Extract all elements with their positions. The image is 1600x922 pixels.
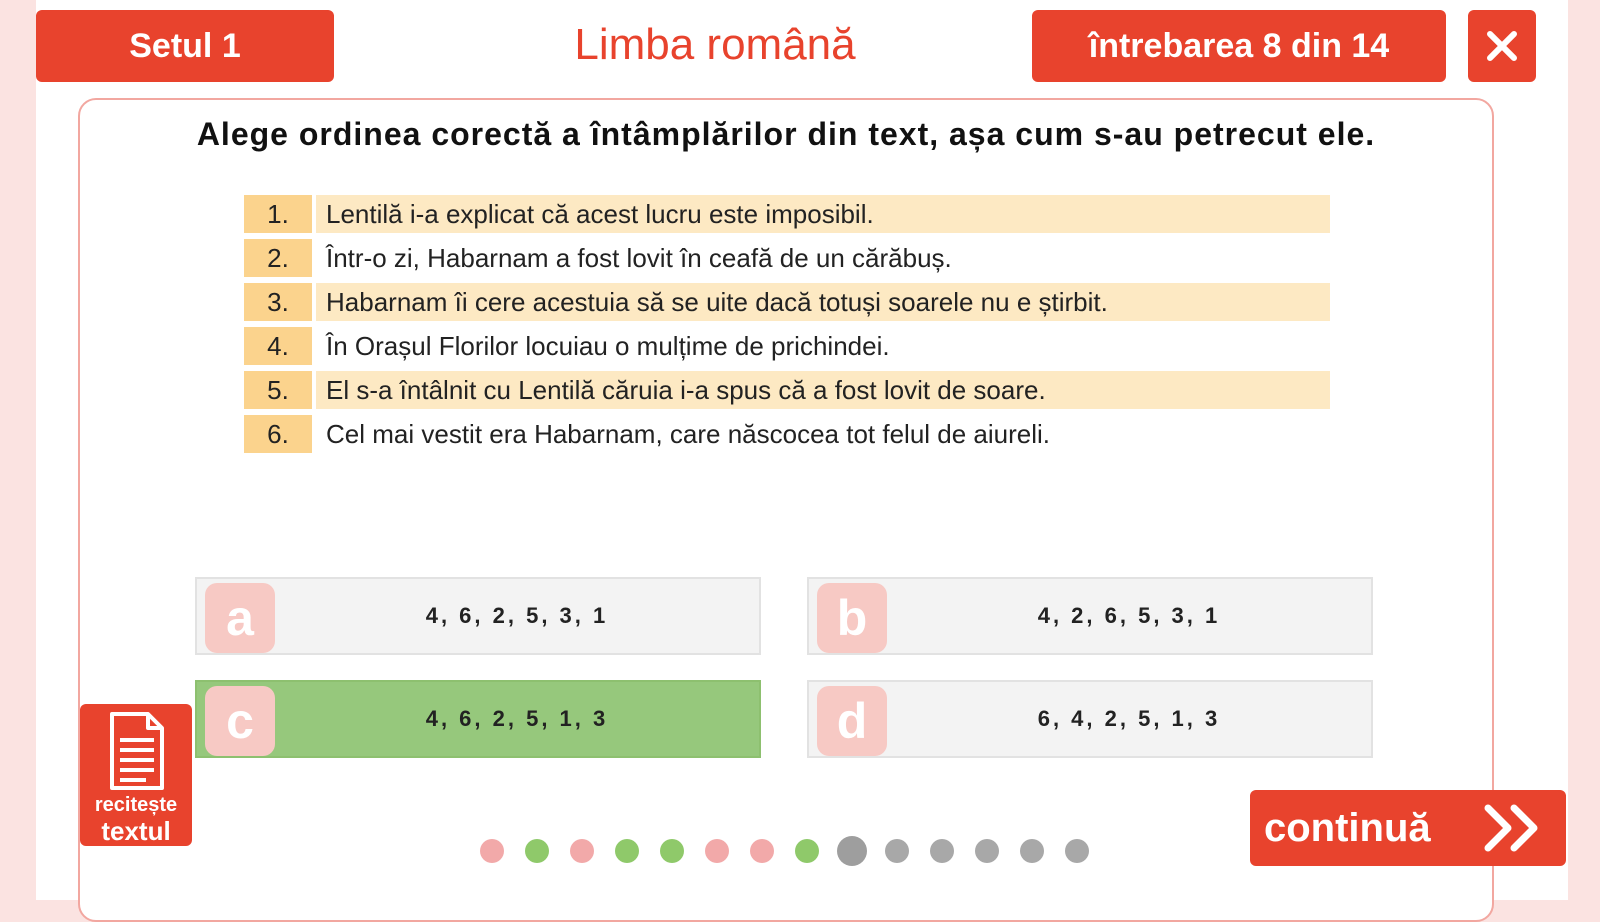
answer-letter: d	[817, 686, 887, 756]
events-list	[244, 194, 1330, 458]
set-badge	[36, 10, 334, 82]
event-number: 5.	[244, 371, 312, 409]
answer-value: 4, 6, 2, 5, 3, 1	[425, 603, 609, 628]
progress-dot	[1065, 839, 1089, 863]
event-item	[244, 238, 1330, 278]
double-chevron-right-icon	[1482, 802, 1544, 854]
reread-label-1: recitește	[94, 794, 178, 816]
set-label: Setul 1	[129, 26, 241, 65]
answer-value: 4, 2, 6, 5, 3, 1	[1037, 603, 1221, 628]
answer-value: 4, 6, 2, 5, 1, 3	[425, 706, 609, 731]
progress-dot	[1020, 839, 1044, 863]
progress-dot	[930, 839, 954, 863]
progress-dot	[975, 839, 999, 863]
progress-dot	[570, 839, 594, 863]
answer-option-c[interactable]	[195, 680, 761, 758]
answer-letter: a	[205, 583, 275, 653]
progress-dot	[837, 836, 867, 866]
continue-button[interactable]	[1250, 790, 1566, 866]
reread-text-button[interactable]	[80, 704, 192, 846]
answer-letter: b	[817, 583, 887, 653]
event-text: Habarnam îi cere acestuia să se uite dacă totuși soarele nu e știrbit.	[326, 286, 1108, 317]
answer-option-b[interactable]	[807, 577, 1373, 655]
event-number: 1.	[244, 195, 312, 233]
answer-value: 6, 4, 2, 5, 1, 3	[1037, 706, 1221, 731]
progress-dot	[615, 839, 639, 863]
event-item	[244, 194, 1330, 234]
event-text: El s-a întâlnit cu Lentilă căruia i-a spus că a fost lovit de soare.	[326, 374, 1046, 405]
progress-dot	[885, 839, 909, 863]
answer-option-d[interactable]	[807, 680, 1373, 758]
close-button[interactable]	[1468, 10, 1536, 82]
event-number: 4.	[244, 327, 312, 365]
event-number: 6.	[244, 415, 312, 453]
progress-dots	[480, 836, 1110, 866]
progress-dot	[750, 839, 774, 863]
question-prompt: Alege ordinea corectă a întâmplărilor din text, așa cum s-au petrecut ele.	[196, 116, 1376, 152]
event-text: Lentilă i-a explicat că acest lucru este imposibil.	[326, 198, 874, 229]
event-item	[244, 282, 1330, 322]
reread-label-2: textul	[101, 816, 171, 846]
progress-dot	[525, 839, 549, 863]
answer-option-a[interactable]	[195, 577, 761, 655]
continue-label: continuă	[1264, 805, 1431, 850]
event-text: Într-o zi, Habarnam a fost lovit în ceafă de un cărăbuș.	[326, 242, 952, 273]
event-text: Cel mai vestit era Habarnam, care născocea tot felul de aiureli.	[326, 418, 1051, 449]
progress-dot	[660, 839, 684, 863]
question-counter-label: întrebarea 8 din 14	[1088, 26, 1390, 65]
answer-letter: c	[205, 686, 275, 756]
document-icon	[108, 710, 166, 792]
event-item	[244, 370, 1330, 410]
event-number: 3.	[244, 283, 312, 321]
progress-dot	[480, 839, 504, 863]
event-number: 2.	[244, 239, 312, 277]
close-icon	[1485, 29, 1519, 63]
event-text: În Orașul Florilor locuiau o mulțime de prichindei.	[326, 330, 890, 361]
event-item	[244, 414, 1330, 454]
progress-dot	[705, 839, 729, 863]
progress-dot	[795, 839, 819, 863]
subject-title: Limba română	[574, 20, 856, 69]
event-item	[244, 326, 1330, 366]
question-counter	[1032, 10, 1446, 82]
